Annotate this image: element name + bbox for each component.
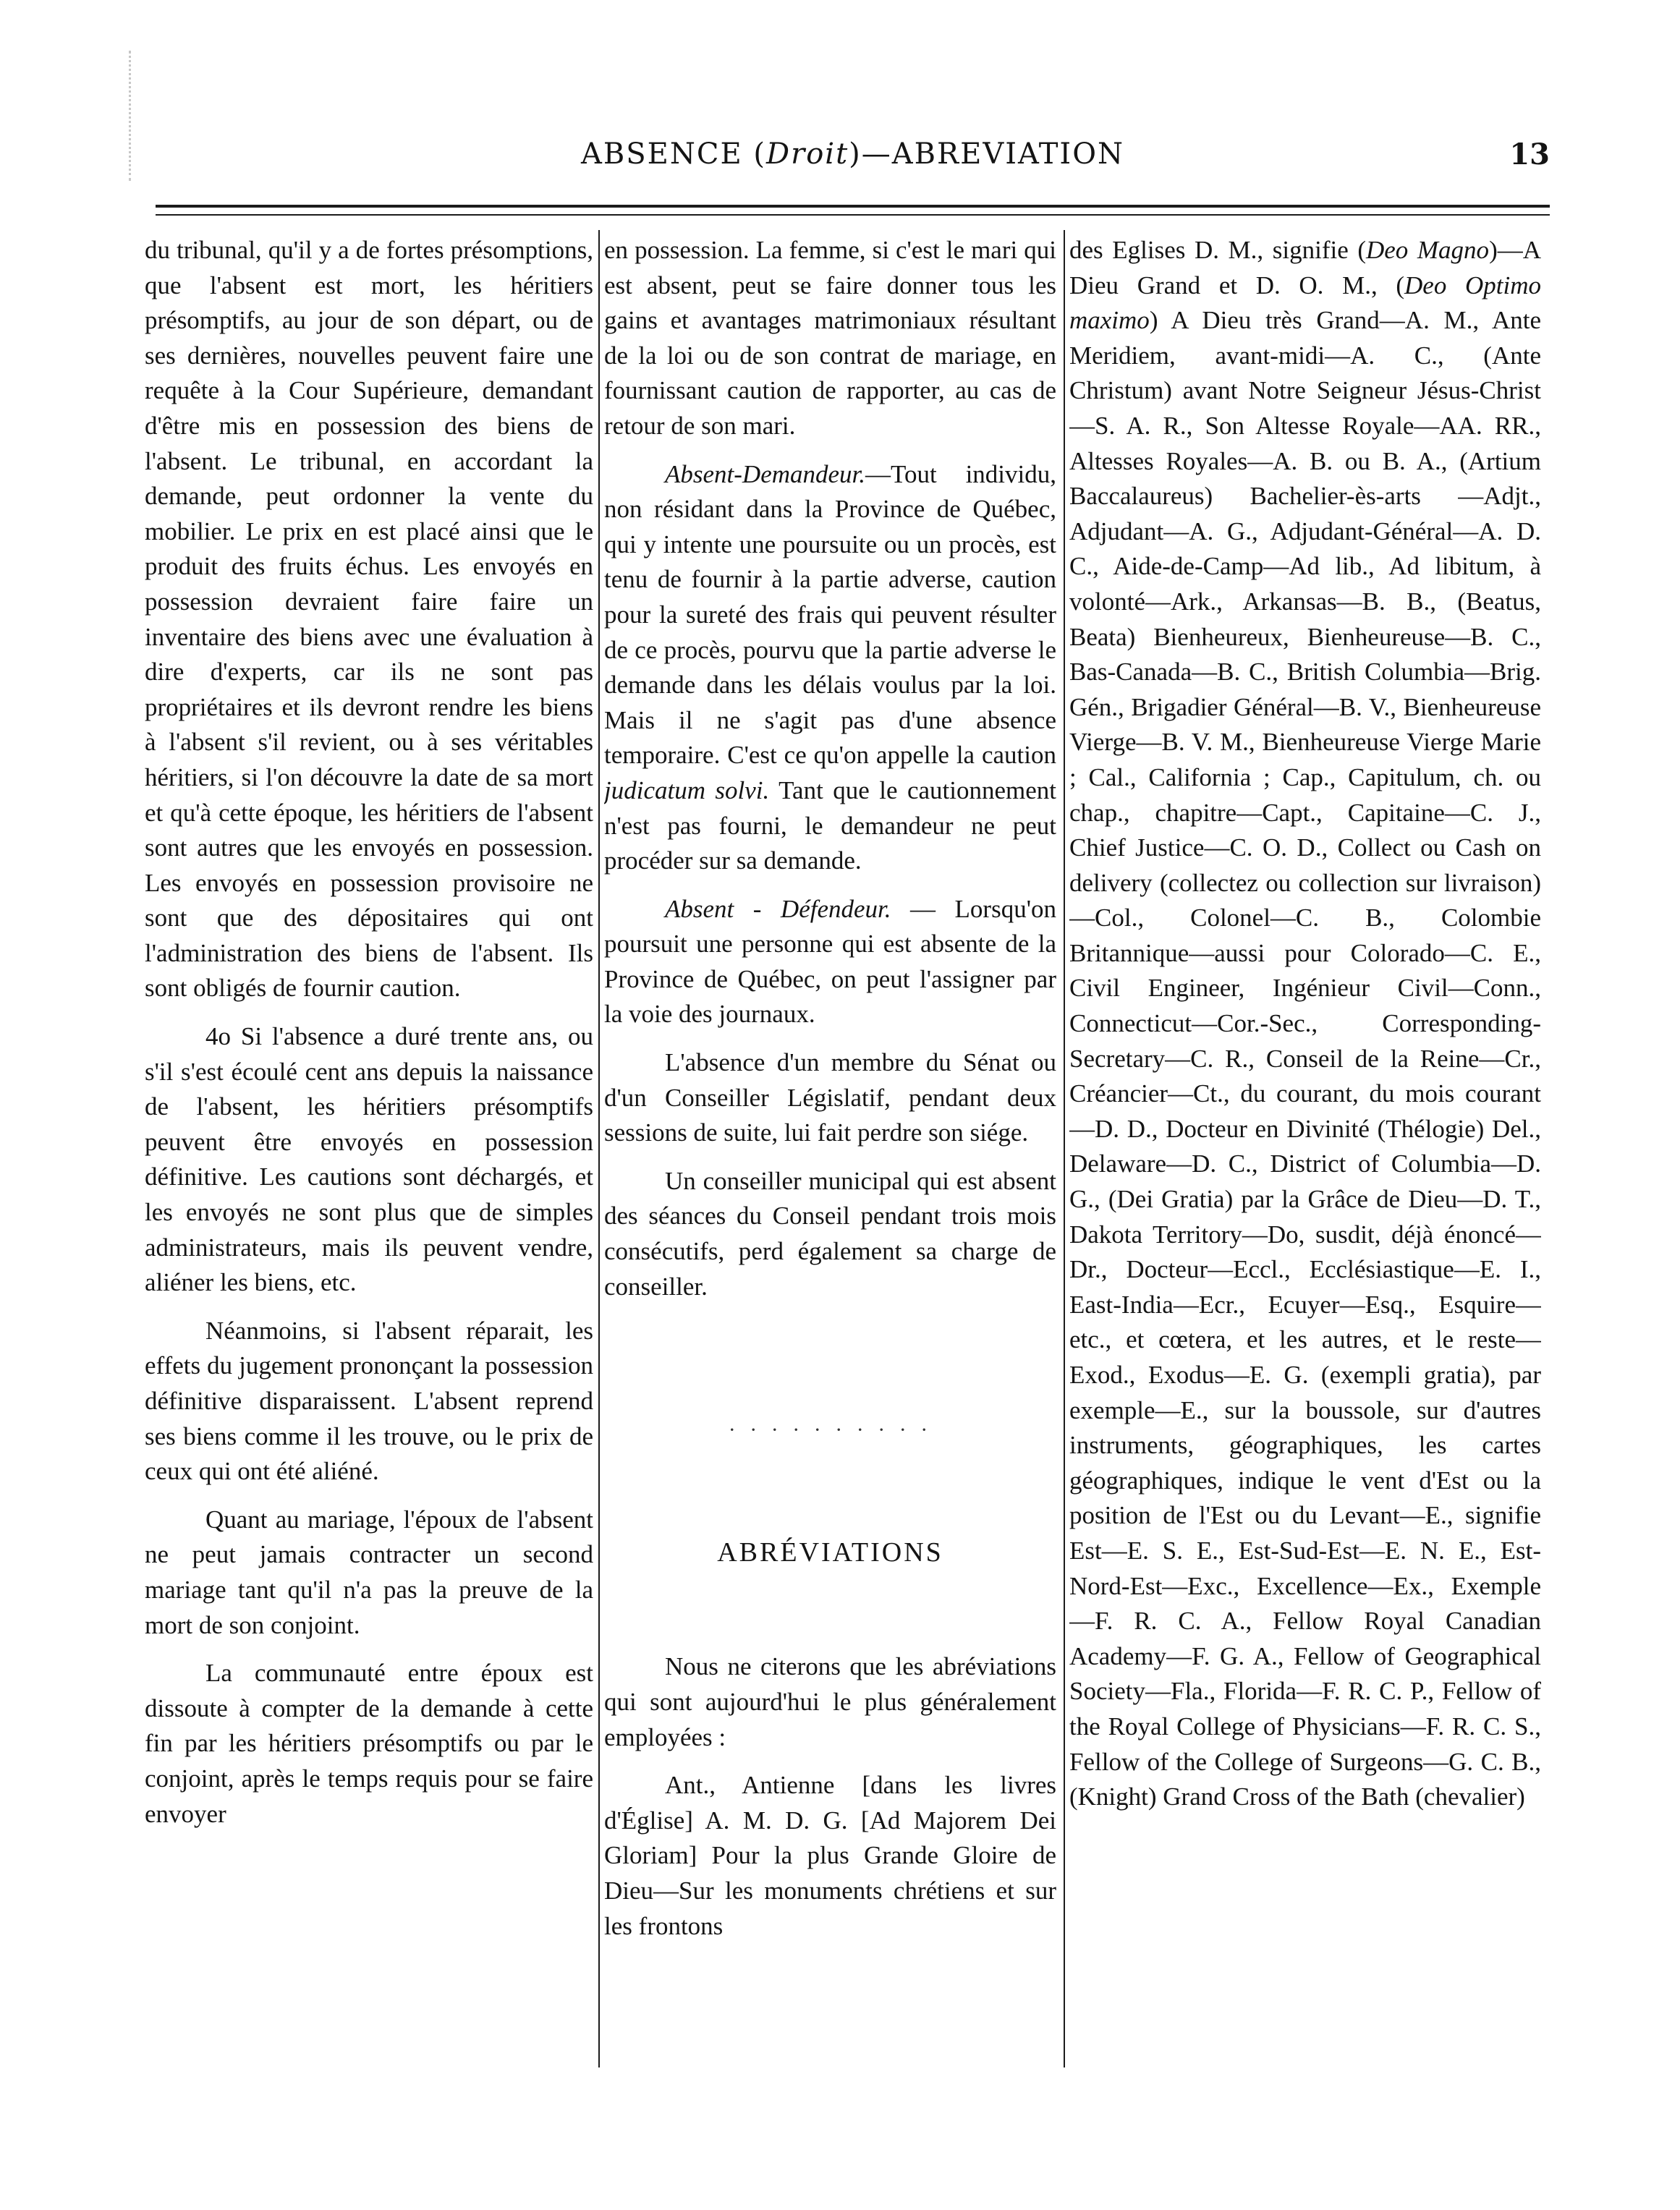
section-heading: ABRÉVIATIONS	[717, 1537, 943, 1568]
column-divider-2	[1064, 230, 1065, 2067]
section-separator: · · · · · · · · · ·	[728, 1418, 933, 1442]
paragraph: en possession. La femme, si c'est le mari qui est absent, peut se faire donner tous les gains et avantages matrimoniaux résultant de la loi ou de son contrat de mariage, en fournissant caution de rapporter, au cas de retour de son mari.	[604, 236, 1056, 440]
paragraph: du tribunal, qu'il y a de fortes présomptions, que l'absent est mort, les héritiers présomptifs, au jour de son départ, ou de ses dernières, nouvelles peuvent faire une requête à la Cour Supérieure, demandant d'être mis en possession des biens de l'absent. Le tribunal, en accordant la demande, peut ordonner la vente du mobilier. Le prix en est placé ainsi que le produit des fruits échus. Les envoyés en possession devraient faire faire un inventaire des biens avec une évaluation à dire d'experts, car ils ne sont pas propriétaires et ils devront rendre les biens à l'absent s'il revient, ou à ses véritables héritiers, si l'on découvre la date de sa mort et qu'à cette époque, les héritiers de l'absent sont autres que les envoyés en possession. Les envoyés en possession provisoire ne sont que des dépositaires qui ont l'administration des biens de l'absent. Ils sont obligés de fournir caution.	[145, 236, 593, 1003]
latin-term: Deo Optimo maximo	[1069, 271, 1541, 335]
paragraph-text: —Tout individu, non résidant dans la Province de Québec, qui y intente une poursuite ou un procès, est tenu de fournir à la partie adverse, caution pour la sureté des frais qui peuvent résulter de ce procès, pourvu que la partie adverse le demande dans les délais voulus par la loi. Mais il ne s'agit pas d'une absence temporaire. C'est ce qu'on appelle la caution	[604, 459, 1056, 770]
paragraph	[604, 892, 1056, 1032]
paragraph-text: Tant que le cautionnement n'est pas fourni, le demandeur ne peut procéder sur sa demande.	[604, 775, 1056, 875]
column-middle	[604, 233, 1056, 2070]
running-title	[156, 137, 1550, 171]
column-divider-1	[598, 230, 600, 2067]
title-suffix: )—ABREVIATION	[849, 137, 1125, 171]
paragraph	[604, 457, 1056, 879]
paragraph: Néanmoins, si l'absent réparait, les effets du jugement prononçant la possession définitive disparaissent. L'absent reprend ses biens comme il les trouve, ou le prix de ceux qui ont été aliéné.	[145, 1316, 593, 1486]
paragraph-text: ) A Dieu très Grand—A. M., Ante Meridiem, avant-midi—A. C., (Ante Christum) avant Notre Seigneur Jésus-Christ—S. A. R., Son Altesse Royale—AA. RR., Altesses Royales—A. B. ou B. A., (Artium Baccalaureus) Bachelier-ès-arts —Adjt., Adjudant—A. G., Adjudant-Général—A. D. C., Aide-de-Camp—Ad lib., Ad libitum, à volonté—Ark., Arkansas—B. B., (Beatus, Beata) Bienheureux, Bienheureuse—B. C., Bas-Canada—B. C., British Columbia—Brig. Gén., Brigadier Général—B. V., Bienheureuse Vierge—B. V. M., Bienheureuse Vierge Marie ; Cal., California ; Cap., Capitulum, ch. ou chap., chapitre—Capt., Capitaine—C. J., Chief Justice—C. O. D., Collect ou Cash on delivery (collectez ou collection sur livraison)—Col., Colonel—C. B., Colombie Britannique—aussi pour Colorado—C. E., Civil Engineer, Ingénieur Civil—Conn., Connecticut—Cor.-Sec., Corresponding-Secretary—C. R., Conseil de la Reine—Cr., Créancier—Ct., du courant, du mois courant—D. D., Docteur en Divinité (Thélogie) Del., Delaware—D. C., District of Columbia—D. G., (Dei Gratia) par la Grâce de Dieu—D. T., Dakota Territory—Do, susdit, déjà énoncé—Dr., Docteur—Eccl., Ecclésiastique—E. I., East-India—Ecr., Ecuyer—Esq., Esquire—etc., et cœtera, et les autres, et le reste—Exod., Exodus—E. G. (exempli gratia), par exemple—E., sur la boussole, sur d'autres instruments, géographiques, les cartes géographiques, indique le vent d'Est ou la position de l'Est ou du Levant—E., signifie Est—E. S. E., Est-Sud-Est—E. N. E., Est-Nord-Est—Exc., Excellence—Ex., Exemple—F. R. C. A., Fellow Royal Canadian Academy—F. G. A., Fellow of Geographical Society—Fla., Florida—F. R. C. P., Fellow of the Royal College of Physicians—F. R. C. S., Fellow of the College of Surgeons—G. C. B., (Knight) Grand Cross of the Bath (chevalier)	[1069, 306, 1541, 1811]
latin-term: Deo Magno	[1366, 236, 1490, 264]
running-header	[156, 137, 1550, 181]
paragraph: Nous ne citerons que les abréviations qui sont aujourd'hui le plus généralement employées :	[604, 1652, 1056, 1751]
paragraph: L'absence d'un membre du Sénat ou d'un Conseiller Législatif, pendant deux sessions de suite, lui fait perdre son siége.	[604, 1048, 1056, 1147]
header-rule-thick	[156, 205, 1550, 208]
title-prefix: ABSENCE (	[580, 137, 766, 171]
paragraph-text: — Lorsqu'on poursuit une personne qui est absente de la Province de Québec, on peut l'assigner par la voie des journaux.	[604, 894, 1056, 1029]
paragraph: 4o Si l'absence a duré trente ans, ou s'il s'est écoulé cent ans depuis la naissance de l'absent, les héritiers présomptifs peuvent être envoyés en possession définitive. Les cautions sont déchargés, et les envoyés ne sont plus que de simples administrateurs, mais ils peuvent vendre, aliéner les biens, etc.	[145, 1022, 593, 1297]
column-right	[1069, 233, 1541, 2070]
paragraph: Ant., Antienne [dans les livres d'Église] A. M. D. G. [Ad Majorem Dei Gloriam] Pour la plus Grande Gloire de Dieu—Sur les monuments chrétiens et sur les frontons	[604, 1771, 1056, 1940]
header-rule-thin	[156, 214, 1550, 216]
paragraph-text: des Eglises D. M., signifie (	[1069, 236, 1366, 264]
paragraph: Quant au mariage, l'époux de l'absent ne peut jamais contracter un second mariage tant qu'il n'a pas la preuve de la mort de son conjoint.	[145, 1505, 593, 1639]
title-italic: Droit	[766, 137, 849, 171]
term-absent-defendeur: Absent - Défendeur.	[665, 894, 891, 923]
abbreviation-list	[1069, 233, 1541, 1815]
page-number: 13	[1509, 137, 1550, 171]
paragraph: Un conseiller municipal qui est absent des séances du Conseil pendant trois mois consécutifs, perd également sa charge de conseiller.	[604, 1166, 1056, 1301]
latin-term: judicatum solvi.	[604, 775, 770, 804]
paragraph-text: )—A Dieu Grand et D. O. M., (	[1069, 236, 1541, 299]
paragraph: La communauté entre époux est dissoute à compter de la demande à cette fin par les héritiers présomptifs ou par le conjoint, après le temps requis pour se faire envoyer	[145, 1659, 593, 1828]
margin-speckle	[129, 51, 153, 181]
column-left	[145, 233, 593, 2070]
term-absent-demandeur: Absent-Demandeur.	[665, 459, 866, 488]
